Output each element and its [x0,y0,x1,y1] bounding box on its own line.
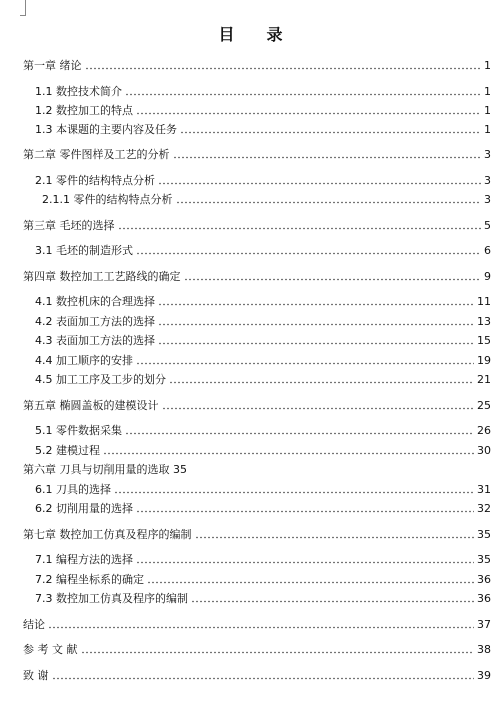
toc-entry-page: 15 [477,333,491,347]
toc-entry-label: 第三章 毛坯的选择 [23,219,115,232]
toc-entry-label: 1.3 本课题的主要内容及任务 [35,123,177,136]
toc-entry-label: 5.2 建模过程 [35,444,100,457]
toc-title [0,22,503,45]
toc-entry-7-2[interactable] [0,571,503,587]
toc-entry-6-2[interactable] [0,500,503,516]
toc-entry-chapter-3[interactable] [0,217,503,233]
toc-leader-dots [81,651,475,654]
toc-leader-dots [136,362,474,365]
toc-entry-chapter-5[interactable] [0,397,503,413]
toc-leader-dots [136,252,481,255]
toc-entry-7-3[interactable] [0,590,503,606]
toc-leader-dots [147,581,474,584]
toc-leader-dots [158,182,481,185]
toc-leader-dots [195,536,475,539]
toc-leader-dots [169,381,474,384]
toc-entry-page: 25 [477,398,491,412]
toc-entry-page: 36 [477,591,491,605]
toc-entry-label: 7.1 编程方法的选择 [35,553,133,566]
toc-entry-page: 26 [477,423,491,437]
toc-entry-page: 39 [477,668,491,682]
toc-entry-label: 第二章 零件图样及工艺的分析 [23,148,170,161]
toc-entry-5-1[interactable] [0,422,503,438]
toc-leader-dots [136,510,474,513]
toc-entry-label: 1.1 数控技术简介 [35,85,122,98]
toc-leader-dots [176,201,482,204]
toc-entry-chapter-4[interactable] [0,268,503,284]
toc-entry-references[interactable] [0,641,503,657]
toc-entry-label: 4.1 数控机床的合理选择 [35,295,155,308]
toc-entry-chapter-1[interactable] [0,57,503,73]
toc-entry-1-1[interactable] [0,83,503,99]
toc-entry-1-2[interactable] [0,102,503,118]
page-corner-mark [20,0,26,16]
toc-entry-page: 38 [477,642,491,656]
toc-leader-dots [162,407,475,410]
toc-entry-conclusion[interactable] [0,616,503,632]
toc-entry-label: 第五章 椭圆盖板的建模设计 [23,399,159,412]
toc-entry-4-5[interactable] [0,371,503,387]
toc-entry-4-4[interactable] [0,352,503,368]
toc-entry-label: 6.1 刀具的选择 [35,483,111,496]
toc-entry-6-1[interactable] [0,481,503,497]
toc-leader-dots [136,561,474,564]
toc-entry-label: 结论 [23,618,45,631]
toc-entry-3-1[interactable] [0,242,503,258]
toc-entry-chapter-2[interactable] [0,146,503,162]
toc-entry-label: 4.3 表面加工方法的选择 [35,334,155,347]
toc-entry-label: 5.1 零件数据采集 [35,424,122,437]
toc-entry-label: 第一章 绪论 [23,59,82,72]
toc-entry-label: 2.1.1 零件的结构特点分析 [42,193,173,206]
toc-entry-page: 5 [484,218,491,232]
corner-mark-horizontal [20,15,26,16]
toc-leader-dots [103,452,474,455]
toc-entry-label: 第四章 数控加工工艺路线的确定 [23,270,181,283]
toc-entry-label: 7.2 编程坐标系的确定 [35,573,144,586]
toc-entry-label: 4.2 表面加工方法的选择 [35,315,155,328]
toc-leader-dots [85,67,482,70]
toc-leader-dots [114,491,474,494]
toc-entry-page: 32 [477,501,491,515]
toc-entry-2-1-1[interactable] [0,191,503,207]
toc-leader-dots [125,432,474,435]
toc-entry-label: 参 考 文 献 [23,643,78,656]
toc-leader-dots [52,677,475,680]
toc-entry-page: 21 [477,372,491,386]
toc-entry-page: 1 [484,58,491,72]
toc-entry-4-2[interactable] [0,313,503,329]
toc-leader-dots [180,131,481,134]
toc-entry-page: 36 [477,572,491,586]
corner-mark-vertical [25,0,26,16]
toc-leader-dots [184,278,482,281]
toc-entry-page: 13 [477,314,491,328]
toc-entry-page: 9 [484,269,491,283]
toc-entry-page: 3 [484,173,491,187]
toc-leader-dots [173,156,482,159]
toc-entry-label: 致 谢 [23,669,49,682]
toc-leader-dots [158,342,474,345]
toc-entry-page: 3 [484,192,491,206]
toc-entry-4-3[interactable] [0,332,503,348]
toc-entry-page: 19 [477,353,491,367]
toc-entry-label: 3.1 毛坯的制造形式 [35,244,133,257]
toc-leader-dots [118,227,482,230]
toc-leader-dots [136,112,481,115]
toc-leader-dots [125,93,481,96]
toc-entry-7-1[interactable] [0,551,503,567]
toc-entry-page: 35 [477,552,491,566]
toc-entry-label: 第六章 刀具与切削用量的选取 35 [23,463,187,476]
toc-entry-page: 1 [484,122,491,136]
toc-leader-dots [158,303,474,306]
toc-entry-5-2[interactable] [0,442,503,458]
toc-entry-page: 37 [477,617,491,631]
toc-leader-dots [158,323,474,326]
toc-entry-page: 6 [484,243,491,257]
toc-title-char-1: 目 [218,25,237,44]
toc-title-char-2: 录 [266,25,285,44]
toc-leader-dots [191,600,474,603]
toc-entry-label: 4.5 加工工序及工步的划分 [35,373,166,386]
toc-entry-label: 第七章 数控加工仿真及程序的编制 [23,528,192,541]
toc-entry-chapter-6[interactable] [0,461,503,477]
toc-entry-page: 31 [477,482,491,496]
toc-entry-acknowledgements[interactable] [0,667,503,683]
toc-entry-label: 2.1 零件的结构特点分析 [35,174,155,187]
toc-entry-page: 11 [477,294,491,308]
toc-entry-4-1[interactable] [0,293,503,309]
toc-entry-page: 30 [477,443,491,457]
toc-entry-page: 1 [484,103,491,117]
toc-leader-dots [48,626,474,629]
toc-entry-page: 3 [484,147,491,161]
toc-entry-page: 1 [484,84,491,98]
toc-entry-1-3[interactable] [0,121,503,137]
toc-entry-chapter-7[interactable] [0,526,503,542]
toc-entry-label: 7.3 数控加工仿真及程序的编制 [35,592,188,605]
toc-entry-label: 6.2 切削用量的选择 [35,502,133,515]
toc-entry-page: 35 [477,527,491,541]
toc-entry-label: 4.4 加工顺序的安排 [35,354,133,367]
toc-entry-label: 1.2 数控加工的特点 [35,104,133,117]
toc-entry-2-1[interactable] [0,172,503,188]
